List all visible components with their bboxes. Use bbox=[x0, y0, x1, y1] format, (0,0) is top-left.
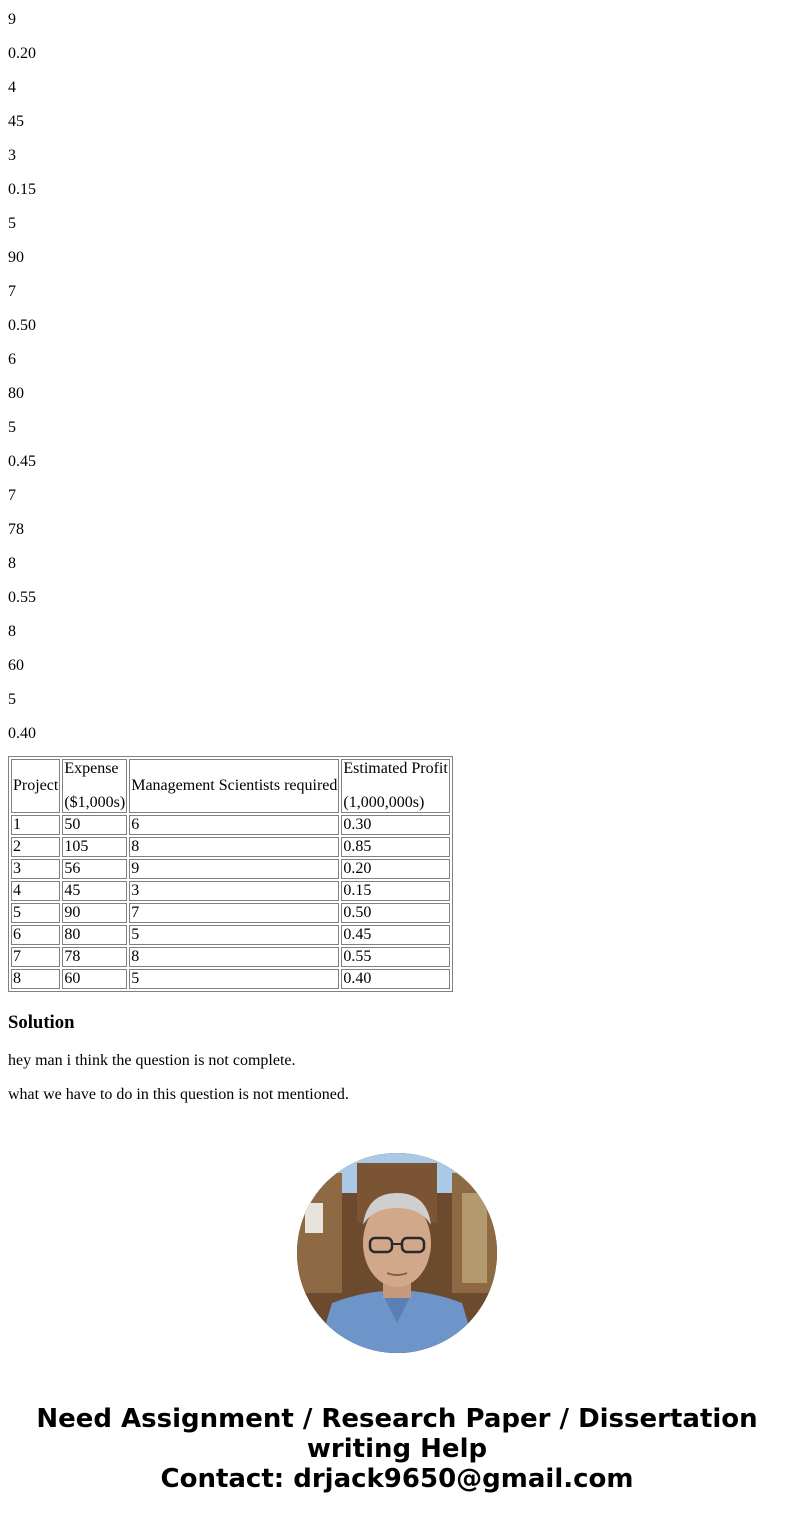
table-row bbox=[11, 925, 450, 945]
table-cell: 0.20 bbox=[341, 859, 449, 879]
header-cell-expense: Expense ($1,000s) bbox=[64, 760, 126, 811]
header-cell-profit: Estimated Profit (1,000,000s) bbox=[343, 760, 448, 811]
table-cell: 8 bbox=[11, 969, 60, 989]
table-cell: 4 bbox=[11, 881, 60, 901]
table-cell: 0.50 bbox=[341, 903, 449, 923]
table-cell: 5 bbox=[129, 969, 339, 989]
table-cell: 6 bbox=[11, 925, 60, 945]
number-item: 5 bbox=[8, 691, 16, 708]
table-cell: 0.45 bbox=[341, 925, 449, 945]
solution-paragraph: hey man i think the question is not complete. bbox=[8, 1052, 296, 1069]
promo-line: Need Assignment / Research Paper / Dissertation bbox=[36, 1404, 758, 1434]
solution-heading: Solution bbox=[8, 1012, 75, 1033]
table-row bbox=[11, 947, 450, 967]
number-item: 80 bbox=[8, 385, 24, 402]
table-cell: 45 bbox=[62, 881, 127, 901]
number-item: 0.20 bbox=[8, 45, 36, 62]
table-cell: 0.15 bbox=[341, 881, 449, 901]
table-cell: 3 bbox=[11, 859, 60, 879]
table-cell: 80 bbox=[62, 925, 127, 945]
table-cell: 9 bbox=[129, 859, 339, 879]
table-cell: 0.85 bbox=[341, 837, 449, 857]
number-item: 5 bbox=[8, 215, 16, 232]
promo-contact: Contact: drjack9650@gmail.com bbox=[160, 1464, 634, 1494]
table-cell: 56 bbox=[62, 859, 127, 879]
number-item: 78 bbox=[8, 521, 24, 538]
solution-paragraph: what we have to do in this question is not mentioned. bbox=[8, 1086, 349, 1103]
number-item: 9 bbox=[8, 11, 16, 28]
table-cell: 60 bbox=[62, 969, 127, 989]
number-item: 4 bbox=[8, 79, 16, 96]
table-cell: 1 bbox=[11, 815, 60, 835]
author-avatar bbox=[297, 1153, 497, 1353]
number-item: 0.15 bbox=[8, 181, 36, 198]
number-item: 45 bbox=[8, 113, 24, 130]
table-cell: 0.40 bbox=[341, 969, 449, 989]
document-content bbox=[8, 0, 786, 1104]
number-item: 60 bbox=[8, 657, 24, 674]
table-cell: 5 bbox=[129, 925, 339, 945]
table-cell: 3 bbox=[129, 881, 339, 901]
number-item: 90 bbox=[8, 249, 24, 266]
number-item: 3 bbox=[8, 147, 16, 164]
header-cell-scientists: Management Scientists required bbox=[129, 759, 339, 813]
table-row bbox=[11, 837, 450, 857]
number-item: 5 bbox=[8, 419, 16, 436]
table-cell: 2 bbox=[11, 837, 60, 857]
table-cell: 6 bbox=[129, 815, 339, 835]
table-row bbox=[11, 815, 450, 835]
number-list bbox=[8, 0, 786, 748]
number-item: 6 bbox=[8, 351, 16, 368]
promo-line: writing Help bbox=[306, 1434, 488, 1464]
number-item: 8 bbox=[8, 555, 16, 572]
table-row bbox=[11, 881, 450, 901]
table-cell: 7 bbox=[129, 903, 339, 923]
project-table bbox=[8, 756, 453, 992]
table-row bbox=[11, 969, 450, 989]
table-cell: 0.55 bbox=[341, 947, 449, 967]
table-cell: 105 bbox=[62, 837, 127, 857]
table-cell: 0.30 bbox=[341, 815, 449, 835]
promo-banner bbox=[0, 1404, 794, 1494]
table-cell: 90 bbox=[62, 903, 127, 923]
number-item: 0.50 bbox=[8, 317, 36, 334]
table-row bbox=[11, 903, 450, 923]
table-header-row bbox=[11, 759, 450, 813]
person-photo-icon bbox=[297, 1153, 497, 1353]
table-cell: 8 bbox=[129, 837, 339, 857]
table-cell: 5 bbox=[11, 903, 60, 923]
table-row bbox=[11, 859, 450, 879]
header-cell-project: Project bbox=[11, 759, 60, 813]
number-item: 0.40 bbox=[8, 725, 36, 742]
table-cell: 78 bbox=[62, 947, 127, 967]
number-item: 8 bbox=[8, 623, 16, 640]
table-cell: 8 bbox=[129, 947, 339, 967]
number-item: 7 bbox=[8, 283, 16, 300]
table-cell: 50 bbox=[62, 815, 127, 835]
number-item: 7 bbox=[8, 487, 16, 504]
number-item: 0.55 bbox=[8, 589, 36, 606]
number-item: 0.45 bbox=[8, 453, 36, 470]
table-cell: 7 bbox=[11, 947, 60, 967]
